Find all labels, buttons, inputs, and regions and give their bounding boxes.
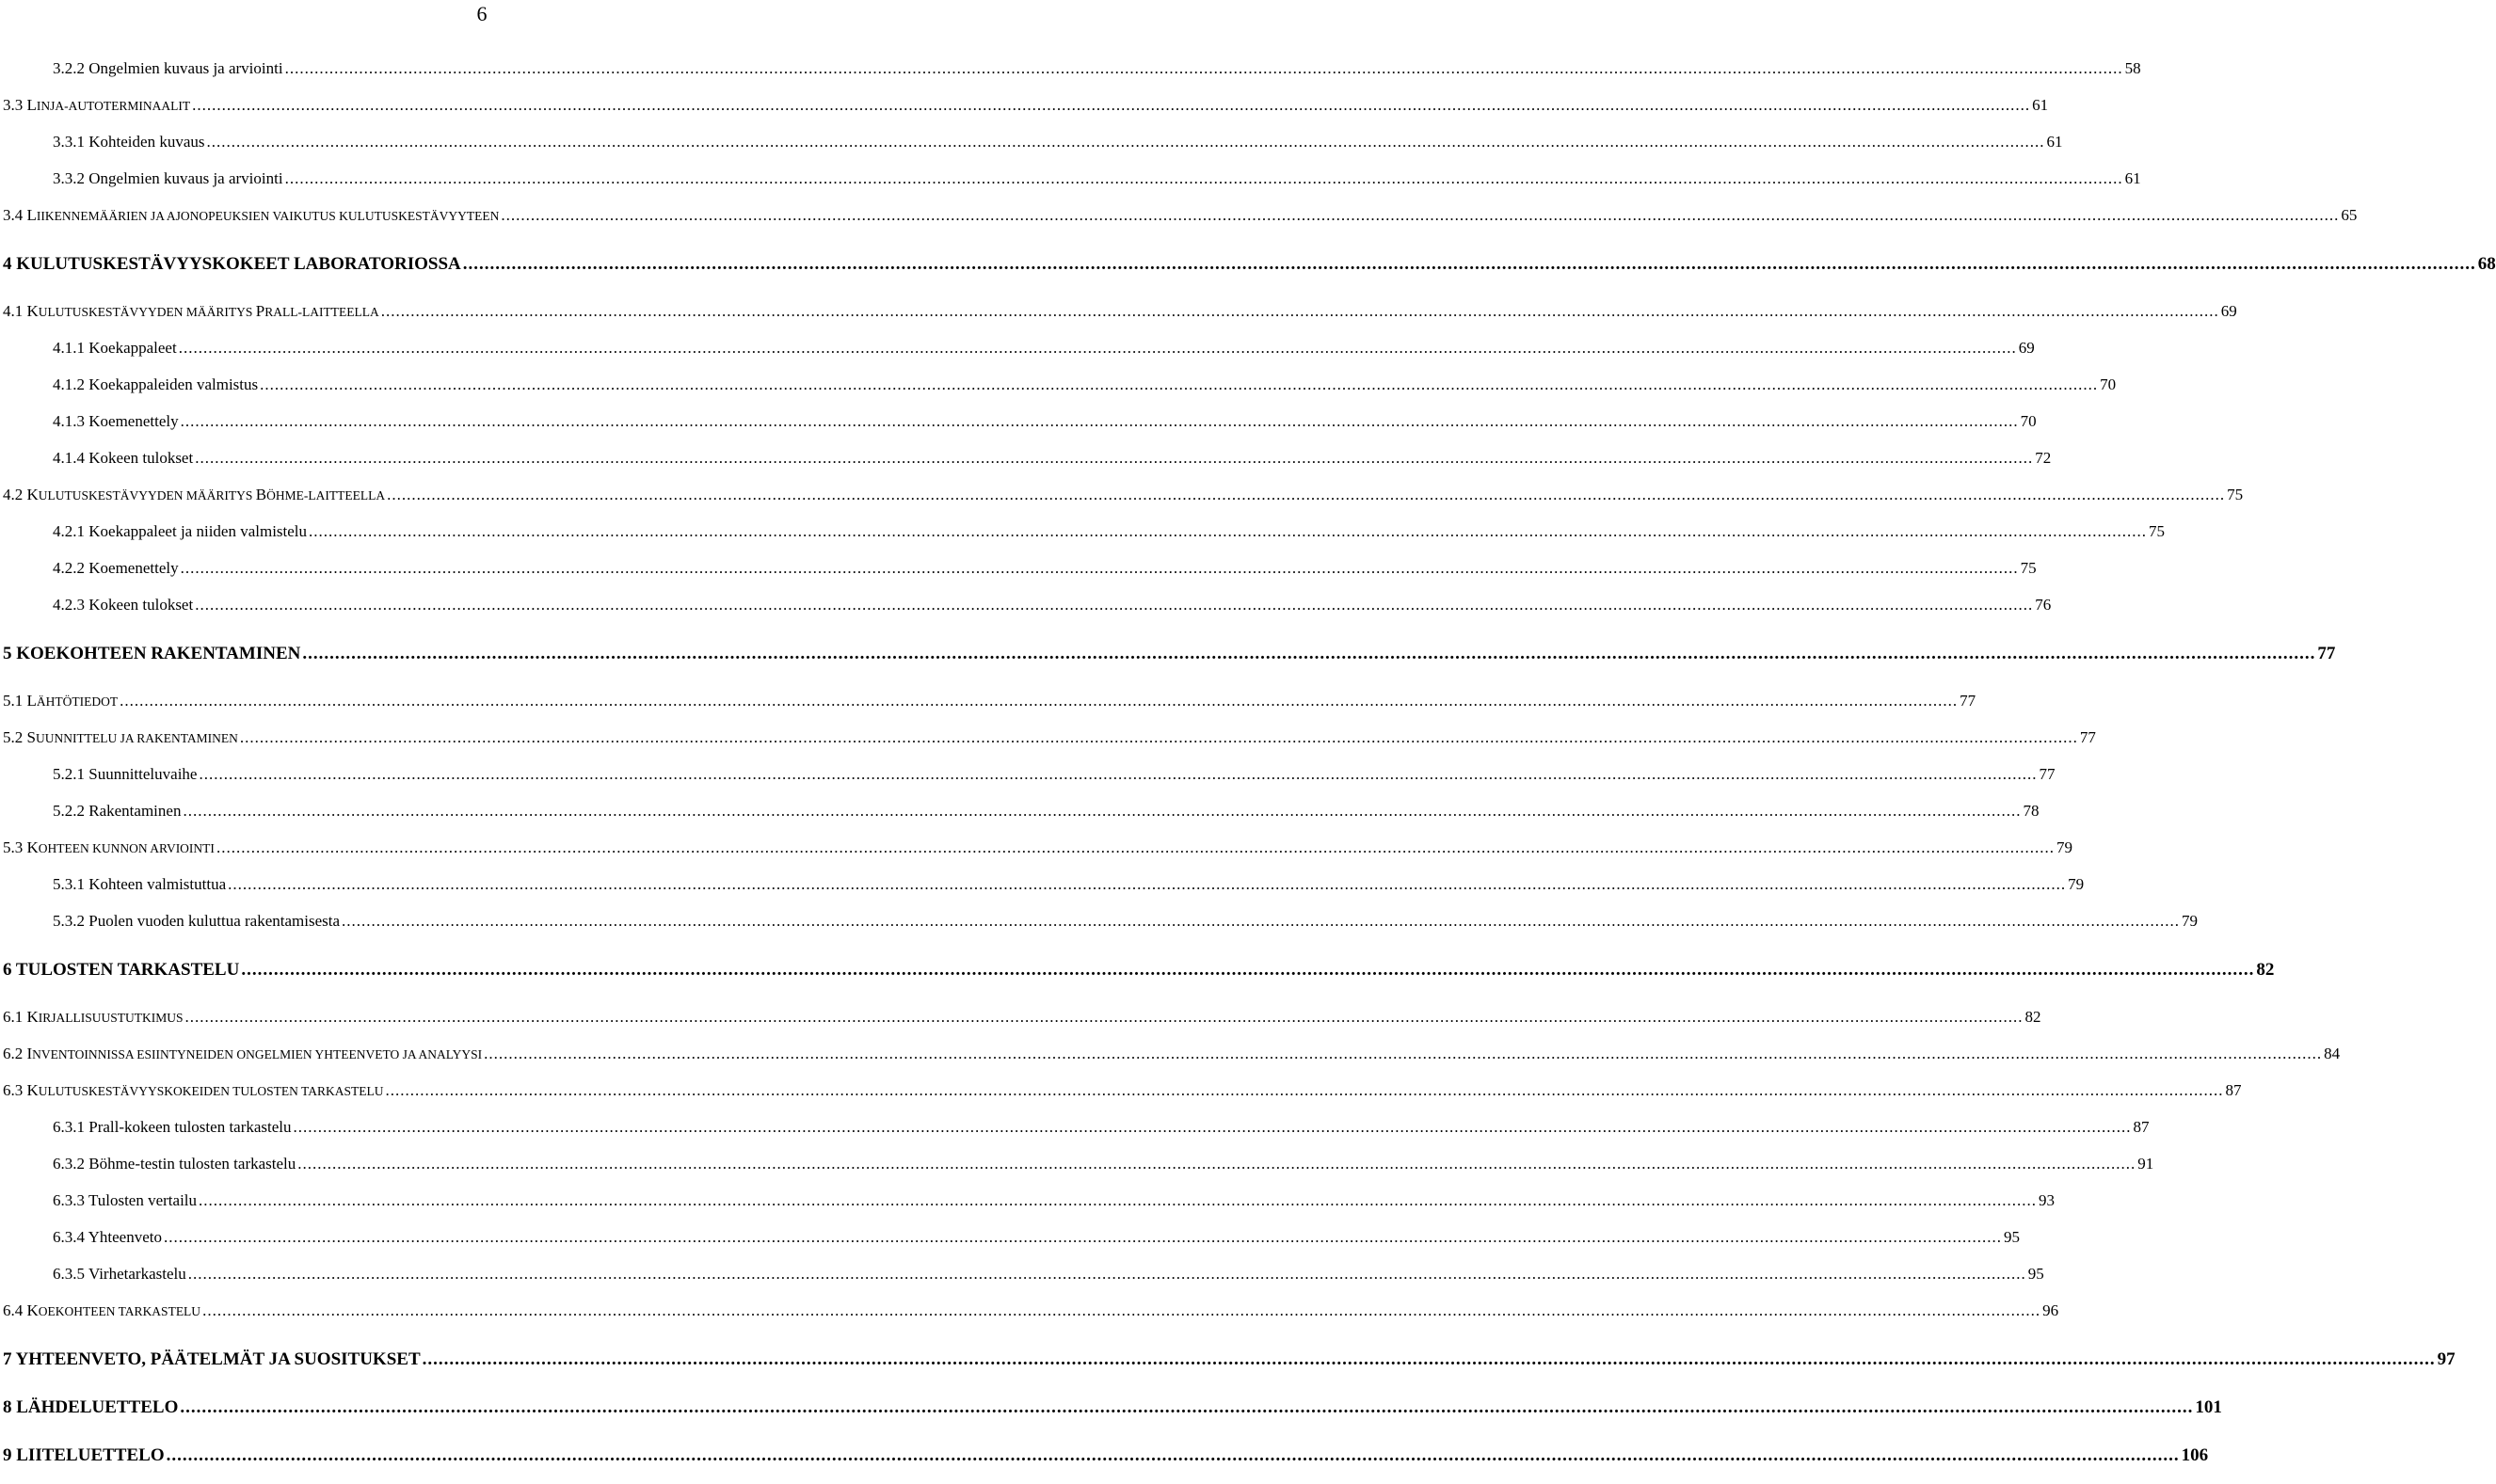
toc-entry-text: LÄHDELUETTELO [16,1397,179,1417]
toc-entry[interactable] [0,802,2040,826]
toc-entry-text: K [26,1081,39,1099]
toc-entry[interactable] [0,486,2244,510]
toc-entry-text: K [26,486,39,503]
dot-leader [423,1349,2436,1370]
dot-leader [302,644,2315,664]
toc-entry-title [3,1397,178,1418]
toc-entry-text: K [26,1301,39,1319]
toc-entry-number: 6.4 [3,1301,24,1319]
toc-entry-text: I [26,1045,33,1062]
toc-entry-number: 6.3.5 [53,1265,85,1283]
toc-entry-title [53,339,177,358]
toc-entry-text: K [26,302,39,320]
toc-entry[interactable] [0,96,2049,120]
toc-entry-page: 77 [2317,644,2336,663]
toc-entry[interactable] [0,596,2052,620]
toc-entry-page: 77 [2039,765,2056,783]
toc-entry[interactable] [0,912,2198,936]
dot-leader [183,802,2021,821]
toc-entry-title [3,838,215,857]
toc-entry-text: IIKENNEMÄÄRIEN JA AJONOPEUKSIEN VAIKUTUS KULUTUSKESTÄVYYTEEN [36,209,500,223]
toc-entry-page: 96 [2042,1301,2059,1319]
toc-entry-page: 82 [2024,1008,2041,1026]
toc-entry-title [3,960,239,981]
toc-entry[interactable] [0,254,2496,279]
toc-entry[interactable] [0,765,2056,790]
toc-entry-text: RALL-LAITTEELLA [264,305,379,319]
toc-entry-number: 5.1 [3,692,24,710]
toc-entry-page: 78 [2023,802,2040,820]
toc-entry-text: NVENTOINNISSA ESIINTYNEIDEN ONGELMIEN YHTEENVETO JA ANALYYSI [32,1047,483,1061]
toc-entry-title [53,375,258,394]
toc-entry-number: 4.1.4 [53,449,85,467]
toc-entry-title [3,1008,184,1027]
toc-entry-title [53,765,197,784]
dot-leader [188,1265,2026,1284]
toc-entry-title [53,522,307,541]
toc-entry-page: 75 [2020,559,2037,577]
toc-entry-title [53,802,181,821]
toc-entry-title [53,449,193,468]
toc-entry[interactable] [0,522,2166,547]
toc-entry-number: 3.3 [3,96,24,114]
toc-entry[interactable] [0,59,2141,84]
toc-entry-text: K [26,838,39,856]
toc-entry[interactable] [0,1445,2209,1470]
toc-entry-number: 4.1.1 [53,339,85,357]
toc-entry-number: 4.2.3 [53,596,85,614]
toc-entry-title [53,169,283,188]
dot-leader [180,1397,2193,1418]
toc-entry[interactable] [0,1301,2059,1326]
toc-entry-title [53,1155,296,1173]
toc-entry[interactable] [0,133,2063,157]
toc-entry-text: Kohteen valmistuttua [88,875,227,893]
dot-leader [240,728,2078,747]
toc-entry-text: TULOSTEN TARKASTELU [15,960,240,980]
toc-entry[interactable] [0,1045,2341,1069]
toc-entry[interactable] [0,1008,2041,1032]
dot-leader [120,692,1958,710]
dot-leader [342,912,2180,931]
toc-entry-number: 8 [3,1397,12,1417]
toc-entry-text: Koekappaleiden valmistus [88,375,259,393]
dot-leader [285,169,2123,188]
toc-entry[interactable] [0,644,2336,668]
toc-entry[interactable] [0,559,2037,583]
toc-entry-page: 69 [2220,302,2237,320]
toc-entry-text: Koekappaleet [88,339,177,357]
toc-entry-page: 77 [1960,692,1976,710]
toc-entry-title [53,1228,162,1247]
toc-entry-text: Böhme-testin tulosten tarkastelu [88,1155,296,1173]
toc-entry-title [53,412,179,431]
dot-leader [387,486,2225,504]
toc-entry-title [3,1301,200,1320]
dot-leader [297,1155,2136,1173]
toc-entry-page: 72 [2035,449,2052,467]
toc-entry-page: 95 [2027,1265,2044,1283]
toc-entry-text: K [26,1008,39,1026]
toc-entry-page: 84 [2324,1045,2341,1062]
toc-entry-title [3,254,461,275]
dot-leader [181,559,2019,578]
toc-entry-page: 76 [2035,596,2052,614]
toc-entry-number: 4.2.2 [53,559,85,577]
toc-entry-text: Rakentaminen [88,802,182,820]
dot-leader [216,838,2055,857]
toc-entry-number: 4.2 [3,486,24,503]
toc-entry-number: 6.3.2 [53,1155,85,1173]
toc-entry-number: 5.3.1 [53,875,85,893]
dot-leader [228,875,2066,894]
toc-entry[interactable] [0,1228,2020,1253]
toc-entry-page: 75 [2227,486,2244,503]
toc-entry-title [3,1445,165,1466]
toc-entry-number: 6.2 [3,1045,24,1062]
toc-entry-title [3,486,385,504]
page-number: 6 [476,2,488,25]
toc-entry-number: 6.3.3 [53,1191,85,1209]
toc-entry-page: 75 [2149,522,2166,540]
toc-entry-number: 4.1.2 [53,375,85,393]
toc-entry-text: Ongelmien kuvaus ja arviointi [88,59,283,77]
toc-entry-page: 58 [2124,59,2141,77]
toc-entry[interactable] [0,1397,2222,1422]
toc-entry-page: 79 [2056,838,2072,856]
toc-entry-page: 70 [2100,375,2117,393]
toc-entry-number: 3.3.1 [53,133,85,151]
toc-entry-text: ULUTUSKESTÄVYYDEN MÄÄRITYS [38,305,256,319]
toc-entry[interactable] [0,838,2072,863]
toc-entry-number: 5.3.2 [53,912,85,930]
toc-entry-number: 9 [3,1445,12,1465]
toc-entry-title [53,875,226,894]
dot-leader [484,1045,2322,1063]
toc-entry-page: 87 [2133,1118,2150,1136]
toc-entry-page: 87 [2225,1081,2242,1099]
toc-entry-text: B [255,486,267,503]
toc-entry-title [3,692,118,710]
toc-entry[interactable] [0,1081,2242,1106]
toc-entry-page: 70 [2020,412,2037,430]
toc-entry-text: ULUTUSKESTÄVYYDEN MÄÄRITYS [38,488,256,503]
toc-entry-text: Koemenettely [88,412,179,430]
toc-entry-number: 4.1.3 [53,412,85,430]
dot-leader [285,59,2123,78]
toc-entry[interactable] [0,692,1976,716]
dot-leader [381,302,2219,321]
toc-entry-page: 65 [2341,206,2358,224]
toc-entry-number: 6.3.1 [53,1118,85,1136]
toc-entry[interactable] [0,1349,2456,1374]
dot-leader [385,1081,2223,1100]
toc-entry[interactable] [0,1265,2044,1289]
dot-leader [206,133,2044,152]
toc-entry-text: Kokeen tulokset [88,449,194,467]
toc-entry-text: KOEKOHTEEN RAKENTAMINEN [16,644,301,663]
toc-entry-number: 6.1 [3,1008,24,1026]
dot-leader [294,1118,2132,1137]
toc-entry-page: 68 [2477,254,2496,274]
toc-entry-title [53,596,193,614]
toc-entry-title [53,59,283,78]
dot-leader [192,96,2030,115]
dot-leader [167,1445,2180,1466]
dot-leader [199,1191,2037,1210]
toc-entry-page: 101 [2195,1397,2222,1417]
toc-entry-title [3,1081,383,1100]
toc-entry-text: ÄHTÖTIEDOT [36,694,119,709]
toc-entry-text: Puolen vuoden kuluttua rakentamisesta [88,912,340,930]
toc-entry[interactable] [0,875,2085,900]
toc-entry-text: Prall-kokeen tulosten tarkastelu [88,1118,292,1136]
toc-entry-page: 61 [2032,96,2049,114]
dot-leader [199,765,2037,784]
toc-entry-text: L [26,206,37,224]
toc-entry-text: L [26,96,37,114]
toc-entry-text: IRJALLISUUSTUTKIMUS [38,1011,184,1025]
toc-entry-text: UUNNITTELU JA RAKENTAMINEN [35,731,238,745]
toc-entry-text: OHTEEN KUNNON ARVIOINTI [38,841,215,855]
toc-entry[interactable] [0,1118,2150,1142]
toc-entry-number: 4.1 [3,302,24,320]
dot-leader [241,960,2254,981]
toc-entry-number: 4 [3,254,12,274]
toc-entry-page: 106 [2181,1445,2209,1465]
toc-entry[interactable] [0,206,2358,231]
toc-entry-number: 6.3 [3,1081,24,1099]
toc-entry-text: LIITELUETTELO [16,1445,165,1465]
toc-entry-text: S [26,728,36,746]
toc-entry-text: OEKOHTEEN TARKASTELU [38,1304,201,1318]
toc-entry-page: 79 [2182,912,2198,930]
dot-leader [260,375,2098,394]
toc-entry-title [3,1045,482,1063]
toc-entry-page: 97 [2437,1349,2456,1369]
toc-entry-page: 61 [2124,169,2141,187]
toc-entry[interactable] [0,449,2052,473]
toc-entry[interactable] [0,339,2035,363]
toc-entry-title [53,1118,292,1137]
toc-entry[interactable] [0,1191,2056,1216]
toc-entry[interactable] [0,1155,2154,1179]
toc-entry-number: 5.2.1 [53,765,85,783]
toc-entry-text: Kokeen tulokset [88,596,194,614]
toc-entry-text: P [255,302,265,320]
toc-entry-number: 6 [3,960,12,980]
toc-entry[interactable] [0,412,2037,437]
dot-leader [179,339,2017,358]
toc-entry-page: 79 [2068,875,2085,893]
toc-entry-title [53,559,179,578]
dot-leader [185,1008,2024,1027]
toc-entry-title [3,206,499,225]
toc-entry-text: Suunnitteluvaihe [88,765,198,783]
toc-entry-page: 82 [2256,960,2275,980]
dot-leader [164,1228,2002,1247]
toc-entry-number: 3.4 [3,206,24,224]
toc-entry-text: YHTEENVETO, PÄÄTELMÄT JA SUOSITUKSET [15,1349,421,1369]
toc-entry[interactable] [0,169,2141,194]
toc-entry-title [3,728,238,747]
dot-leader [463,254,2476,275]
toc-entry-number: 5.2 [3,728,24,746]
toc-entry-text: Kohteiden kuvaus [88,133,205,151]
toc-entry-text: Koekappaleet ja niiden valmistelu [88,522,308,540]
toc-entry-text: Ongelmien kuvaus ja arviointi [88,169,283,187]
toc-entry-text: ULUTUSKESTÄVYYSKOKEIDEN TULOSTEN TARKASTELU [38,1084,384,1098]
dot-leader [309,522,2147,541]
toc-entry[interactable] [0,375,2117,400]
toc-entry-text: L [26,692,37,710]
toc-entry-title [53,1265,186,1284]
toc-entry-page: 95 [2003,1228,2020,1246]
toc-entry-text: Tulosten vertailu [88,1191,198,1209]
toc-entry-title [53,1191,197,1210]
toc-entry-text: INJA-AUTOTERMINAALIT [36,99,191,113]
toc-entry-number: 5.2.2 [53,802,85,820]
toc-entry-number: 6.3.4 [53,1228,85,1246]
dot-leader [181,412,2019,431]
toc-entry-number: 5 [3,644,12,663]
toc-entry-number: 4.2.1 [53,522,85,540]
dot-leader [501,206,2339,225]
toc-entry-number: 3.2.2 [53,59,85,77]
toc-entry[interactable] [0,302,2237,327]
toc-entry-page: 61 [2046,133,2063,151]
dot-leader [195,596,2033,614]
toc-entry-page: 77 [2079,728,2096,746]
toc-entry-title [3,1349,421,1370]
toc-entry-title [3,644,300,664]
toc-entry-page: 69 [2018,339,2035,357]
toc-entry-number: 5.3 [3,838,24,856]
toc-entry-title [3,96,190,115]
toc-entry-page: 93 [2039,1191,2056,1209]
toc-entry-text: ÖHME-LAITTEELLA [266,488,386,503]
toc-entry-text: KULUTUSKESTÄVYYSKOKEET LABORATORIOSSA [16,254,461,274]
toc-entry-text: Koemenettely [88,559,179,577]
toc-entry[interactable] [0,960,2275,984]
toc-entry-number: 7 [3,1349,12,1369]
toc-entry-title [3,302,379,321]
toc-entry-number: 3.3.2 [53,169,85,187]
dot-leader [202,1301,2040,1320]
toc-entry-title [53,133,204,152]
toc-entry-page: 91 [2137,1155,2154,1173]
dot-leader [195,449,2033,468]
toc-entry-title [53,912,340,931]
toc-entry-text: Virhetarkastelu [88,1265,186,1283]
toc-entry-text: Yhteenveto [88,1228,162,1246]
toc-entry[interactable] [0,728,2096,753]
